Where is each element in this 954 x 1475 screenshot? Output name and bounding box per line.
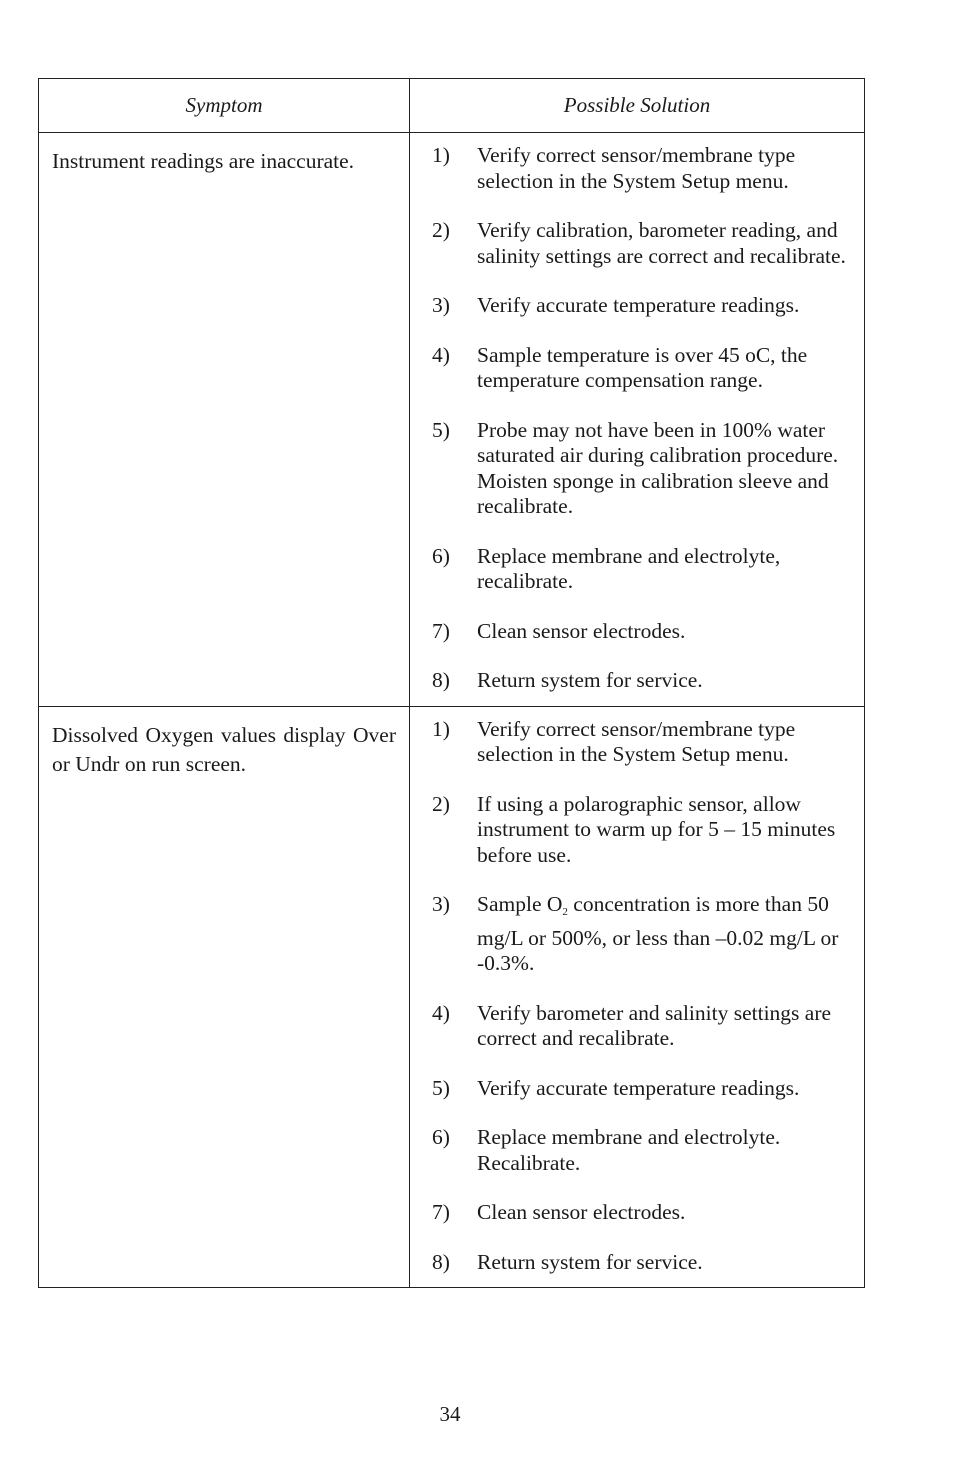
step-text: Verify correct sensor/membrane type selection in the System Setup menu. (477, 143, 796, 193)
step-number: 5) (432, 1075, 450, 1100)
list-item (432, 619, 848, 645)
list-item (432, 218, 848, 269)
list-item (432, 544, 848, 595)
step-number: 8) (432, 668, 450, 692)
list-item (432, 1200, 848, 1226)
step-number: 1) (432, 143, 450, 167)
step-number: 4) (432, 342, 450, 367)
list-item (432, 293, 848, 319)
list-item (432, 143, 848, 194)
solutions-cell (410, 706, 865, 1288)
step-text: Clean sensor electrodes. (477, 618, 686, 643)
list-item (432, 792, 848, 869)
step-text: Verify accurate temperature readings. (477, 1075, 800, 1100)
troubleshooting-table (38, 78, 865, 1288)
table-header-row (39, 79, 865, 133)
subscript-two: 2 (562, 906, 568, 918)
list-item (432, 1076, 848, 1102)
step-number: 6) (432, 543, 450, 568)
step-text (477, 892, 848, 977)
list-item (432, 717, 848, 768)
step-number: 6) (432, 1125, 450, 1149)
step-text: Verify correct sensor/membrane type selection in the System Setup menu. (477, 716, 796, 766)
table-row (39, 133, 865, 707)
table-row (39, 706, 865, 1288)
step-number: 7) (432, 1200, 450, 1224)
step-text: Return system for service. (477, 1249, 703, 1274)
step-text: Verify barometer and salinity settings are correct and recalibrate. (477, 1000, 832, 1050)
list-item (432, 418, 848, 520)
solution-list (432, 143, 848, 694)
step-text: Replace membrane and electrolyte. Recalibrate. (477, 1125, 781, 1175)
page-number: 34 (439, 1402, 461, 1426)
list-item (432, 668, 848, 694)
step-number: 3) (432, 293, 450, 317)
step-text: Verify calibration, barometer reading, and salinity settings are correct and recalibrate. (477, 218, 846, 268)
symptom-cell: Instrument readings are inaccurate. (39, 133, 410, 707)
step-number: 1) (432, 716, 450, 741)
list-item (432, 1250, 848, 1276)
step-text: Sample temperature is over 45 oC, the temperature compensation range. (477, 342, 808, 392)
solution-header: Possible Solution (410, 79, 865, 133)
step-text: Return system for service. (477, 668, 703, 692)
step-number: 3) (432, 892, 450, 916)
step-number: 4) (432, 1000, 450, 1025)
step-text: Replace membrane and electrolyte, recalibrate. (477, 543, 781, 593)
step-text: Verify accurate temperature readings. (477, 293, 800, 317)
step-number: 7) (432, 618, 450, 643)
solution-list (432, 717, 848, 1276)
list-item (432, 892, 848, 977)
step-number: 5) (432, 417, 450, 442)
step-text: Clean sensor electrodes. (477, 1200, 686, 1224)
step-number: 8) (432, 1249, 450, 1274)
list-item (432, 343, 848, 394)
step-text: Probe may not have been in 100% water saturated air during calibration procedure. Moisten sponge in calibration sleeve and recalibrate. (477, 417, 839, 518)
step-text-post: concentration is more than 50 mg/L or 500%, or less than –0.02 mg/L or -0.3%. (477, 892, 839, 975)
step-number: 2) (432, 791, 450, 816)
symptom-header: Symptom (39, 79, 410, 133)
solutions-cell (410, 133, 865, 707)
list-item (432, 1125, 848, 1176)
list-item (432, 1001, 848, 1052)
step-number: 2) (432, 218, 450, 242)
step-text-pre: Sample O (477, 892, 563, 916)
step-text: If using a polarographic sensor, allow instrument to warm up for 5 – 15 minutes before use. (477, 791, 836, 867)
symptom-cell: Dissolved Oxygen values display Over or Undr on run screen. (39, 706, 410, 1288)
